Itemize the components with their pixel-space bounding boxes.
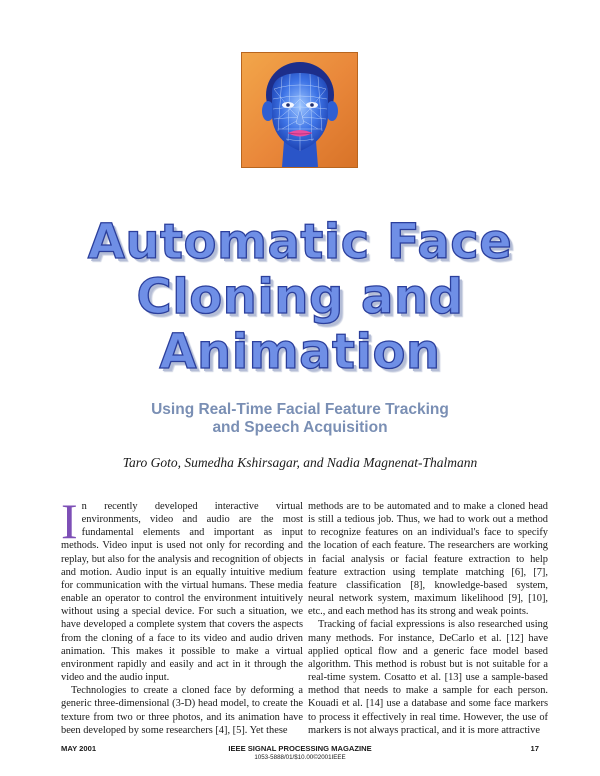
- subtitle-line-2: and Speech Acquisition: [212, 419, 388, 436]
- paragraph-text: n recently developed interactive virtual environments, video and audio are the most fundamental elements and important as input methods. Video input is used not only for recording and replay, but also for the analysis and recognition of objects and motion. Audio input is an equally intuitive medium for communication with the virtual humans. These media enable an operator to control the environment intuitively without using a special device. For such a situation, we have developed a complete system that covers the aspects from the cloning of a face to its video and audio driven animation. This makes it possible to make a virtual environment rapidly and easily and act in it through the video and the audio input.: [61, 501, 303, 684]
- article-subtitle: [80, 401, 520, 437]
- drop-cap: I: [61, 493, 78, 549]
- title-line-3: Animation: [159, 324, 441, 380]
- paragraph: [61, 493, 303, 684]
- body-column-left: [61, 493, 303, 737]
- footer-magazine: IEEE SIGNAL PROCESSING MAGAZINE: [228, 744, 372, 753]
- paragraph: methods are to be automated and to make a cloned head is still a tedious job. Thus, we had to work out a method to recognize features on an individual's face to specify the location of each feature. The researchers are working in facial analysis or facial feature extraction to help feature extraction using template matching [6], [7], feature classification [8], knowledge-based system, neural network system, maximum likelihood [9], [10], etc., and each method has its strong and weak points.: [308, 501, 548, 618]
- article-title: [50, 215, 550, 380]
- footer-date: MAY 2001: [61, 744, 97, 753]
- paragraph: Technologies to create a cloned face by deforming a generic three-dimensional (3-D) head model, to create the texture from two or three photos, and its animation have been developed by some researchers [4], [5]. Yet these: [61, 685, 303, 736]
- wireframe-face-icon: [242, 53, 357, 167]
- title-line-1: Automatic Face: [87, 214, 513, 270]
- face-illustration: [241, 52, 358, 168]
- footer-page-number: 17: [530, 744, 539, 753]
- body-column-right: [308, 500, 548, 737]
- title-line-2: Cloning and: [136, 269, 464, 325]
- subtitle-line-1: Using Real-Time Facial Feature Tracking: [151, 401, 449, 418]
- footer-copyright-code: 1053-5888/01/$10.00©2001IEEE: [254, 754, 346, 761]
- author-list: Taro Goto, Sumedha Kshirsagar, and Nadia Magnenat-Thalmann: [122, 455, 478, 470]
- paragraph: Tracking of facial expressions is also researched using many methods. For instance, DeCarlo et al. [12] have applied optical flow and a generic face model based algorithm. This method is robust but is not suitable for a real-time system. Cosatto et al. [13] use a sample-based method that needs to make a sample for each person. Kouadi et al. [14] use a database and some face markers to process it effectively in real time. However, the use of markers is not always practical, and it is more attractive: [308, 619, 548, 736]
